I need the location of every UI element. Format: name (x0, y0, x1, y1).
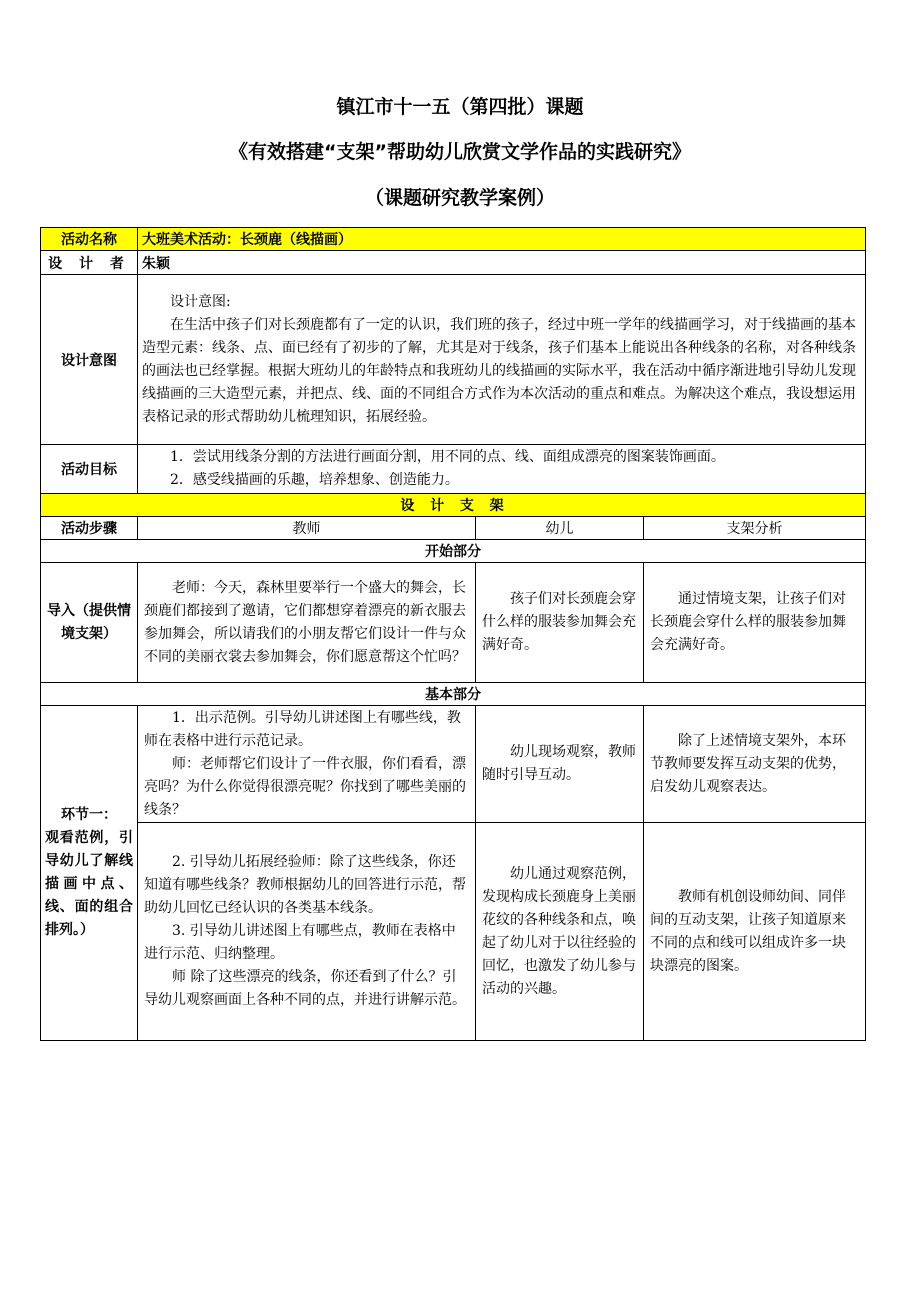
r1-teacher (138, 706, 476, 823)
intent-label: 设计意图 (41, 275, 138, 445)
intent-title: 设计意图: (170, 293, 231, 310)
column-teacher: 教师 (138, 517, 476, 540)
link1-step-heading: 环节一： (61, 807, 117, 823)
activity-name-value: 大班美术活动：长颈鹿（线描画） (138, 228, 866, 251)
r2-teacher-line-3: 师 除了这些漂亮的线条，你还看到了什么？引导幼儿观察画面上各种不同的点，并进行讲解示范。 (144, 969, 466, 1008)
intro-analysis: 通过情境支架，让孩子们对长颈鹿会穿什么样的服装参加舞会充满好奇。 (644, 563, 866, 683)
r2-teacher-line-1: 2. 引导幼儿拓展经验师：除了这些线条，你还知道有哪些线条？教师根据幼儿的回答进行示范，帮助幼儿回忆已经认识的各类基本线条。 (144, 854, 466, 916)
section-basic: 基本部分 (41, 683, 866, 706)
goal-label: 活动目标 (41, 445, 138, 494)
designer-value: 朱颖 (138, 251, 866, 275)
r1-teacher-line-1: 1．出示范例。引导幼儿讲述图上有哪些线，教师在表格中进行示范记录。 (144, 709, 461, 749)
project-title: 镇江市十一五（第四批）课题 (336, 96, 584, 118)
link1-step (41, 706, 138, 1041)
intro-child: 孩子们对长颈鹿会穿什么样的服装参加舞会充满好奇。 (476, 563, 644, 683)
column-analysis: 支架分析 (644, 517, 866, 540)
r2-analysis: 教师有机创设师幼间、同伴间的互动支架，让孩子知道原来不同的点和线可以组成许多一块块漂亮的图案。 (644, 823, 866, 1041)
document-header (0, 90, 920, 220)
research-title: 《有效搭建“支架”帮助幼儿欣赏文学作品的实践研究》 (229, 141, 691, 163)
intro-teacher: 老师：今天，森林里要举行一个盛大的舞会，长颈鹿们都接到了邀请，它们都想穿着漂亮的新衣服去参加舞会，所以请我们的小朋友帮它们设计一件与众不同的美丽衣裳去参加舞会，你们愿意帮这个忙吗？ (138, 563, 476, 683)
designer-label (41, 251, 138, 275)
lesson-plan-table (40, 227, 866, 1041)
r2-child: 幼儿通过观察范例，发现构成长颈鹿身上美丽花纹的各种线条和点，唤起了幼儿对于以往经验的回忆，也激发了幼儿参与活动的兴趣。 (476, 823, 644, 1041)
goal-cell (138, 445, 866, 494)
column-child: 幼儿 (476, 517, 644, 540)
case-subtitle: （课题研究教学案例） (364, 187, 555, 209)
r1-analysis: 除了上述情境支架外，本环节教师要发挥互动支架的优势，启发幼儿观察表达。 (644, 706, 866, 823)
intro-step: 导入（提供情境支架） (41, 563, 138, 683)
design-support-header: 设 计 支 架 (41, 494, 866, 517)
r2-teacher-line-2: 3. 引导幼儿讲述图上有哪些点，教师在表格中进行示范、归纳整理。 (144, 923, 456, 962)
link1-step-desc: 观看范例，引导幼儿了解线描画中点、线、面的组合排列。） (45, 830, 133, 938)
designer-label-text: 设 计 者 (48, 255, 130, 272)
activity-name-label: 活动名称 (41, 228, 138, 251)
r1-teacher-line-2: 师：老师帮它们设计了一件衣服，你们看看，漂亮吗？为什么你觉得很漂亮呢？你找到了哪些美丽的线条？ (144, 755, 466, 818)
r1-child: 幼儿现场观察，教师随时引导互动。 (476, 706, 644, 823)
r2-teacher (138, 823, 476, 1041)
section-start: 开始部分 (41, 540, 866, 563)
intent-text: 在生活中孩子们对长颈鹿都有了一定的认识，我们班的孩子，经过中班一学年的线描画学习，对于线描画的基本造型元素：线条、点、面已经有了初步的了解，尤其是对于线条，孩子们基本上能说出各种线条的名称，对各种线条的画法也已经掌握。根据大班幼儿的年龄特点和我班幼儿的线描画的实际水平，我在活动中循序渐进地引导幼儿发现线描画的三大造型元素，并把点、线、面的不同组合方式作为本次活动的重点和难点。为解决这个难点，我设想运用表格记录的形式帮助幼儿梳理知识，拓展经验。 (142, 316, 856, 425)
goal-item-1: 1．尝试用线条分割的方法进行画面分割，用不同的点、线、面组成漂亮的图案装饰画面。 (170, 449, 725, 465)
intent-cell (138, 275, 866, 445)
goal-item-2: 2．感受线描画的乐趣，培养想象、创造能力。 (170, 472, 459, 488)
column-step: 活动步骤 (41, 517, 138, 540)
